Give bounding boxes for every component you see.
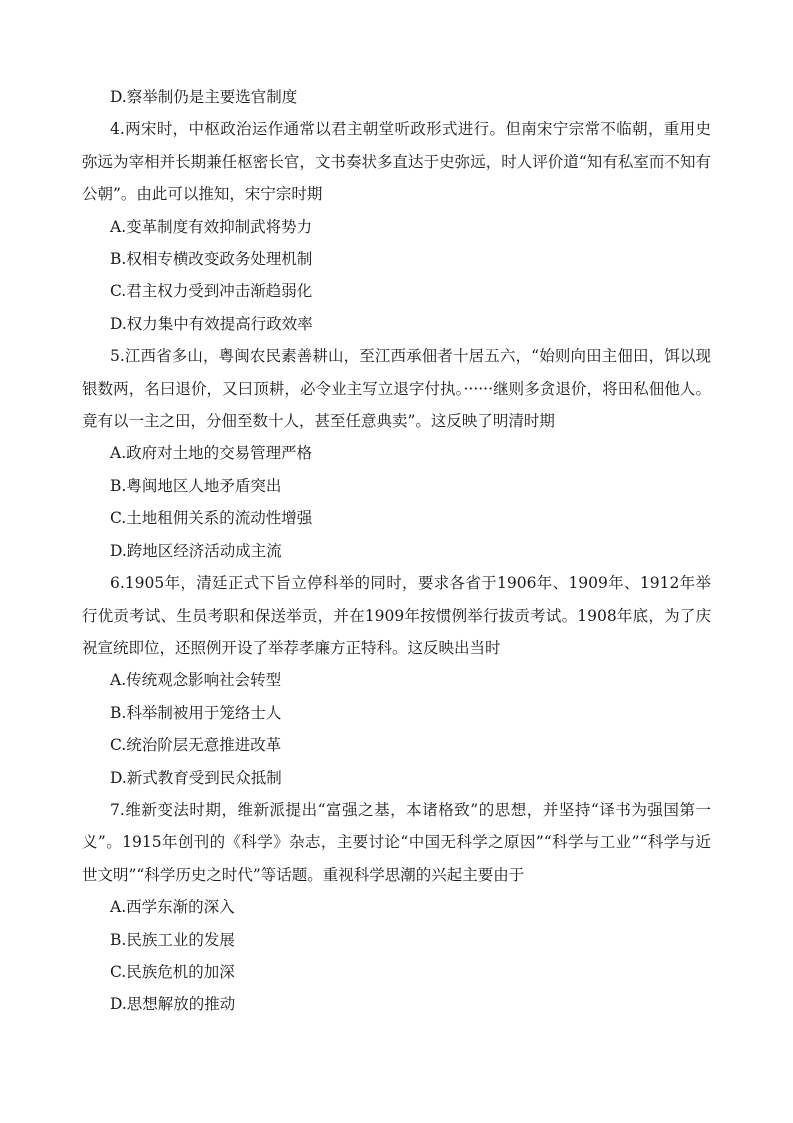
question-5-option-d: D.跨地区经济活动成主流 xyxy=(110,541,282,560)
question-5 xyxy=(82,340,711,567)
question-5-stem: 5.江西省多山，粤闽农民素善耕山，至江西承佃者十居五六，“始则向田主佃田，饵以现银数两，名曰退价，又曰顶耕，必令业主写立退字付执。······继则多贪退价，将田私佃他人。竟有以一主之田，分佃至数十人，甚至任意典卖”。这反映了明清时期 xyxy=(82,347,711,431)
question-6-option-d: D.新式教育受到民众抵制 xyxy=(110,768,282,787)
question-4-option-a: A.变革制度有效抑制武将势力 xyxy=(110,217,313,236)
question-7-option-d: D.思想解放的推动 xyxy=(110,995,236,1014)
question-5-option-a: A.政府对土地的交易管理严格 xyxy=(110,444,313,463)
question-6-option-a: A.传统观念影响社会转型 xyxy=(110,671,282,690)
question-7-stem: 7.维新变法时期，维新派提出“富强之基，本诸格致”的思想，并坚持“译书为强国第一义”。1915年创刊的《科学》杂志，主要讨论“中国无科学之原因”“科学与工业”“科学与近世文明”“科学历史之时代”等话题。重视科学思潮的兴起主要由于 xyxy=(82,800,711,884)
question-5-option-b: B.粤闽地区人地矛盾突出 xyxy=(110,476,282,495)
question-6 xyxy=(82,567,711,794)
question-4-option-b: B.权相专横改变政务处理机制 xyxy=(110,250,313,269)
question-6-option-c: C.统治阶层无意推进改革 xyxy=(110,736,282,755)
question-6-option-b: B.科举制被用于笼络士人 xyxy=(110,703,282,722)
question-7-option-c: C.民族危机的加深 xyxy=(110,962,235,981)
question-4 xyxy=(82,113,711,340)
question-7 xyxy=(82,794,711,1021)
question-4-option-d: D.权力集中有效提高行政效率 xyxy=(110,314,313,333)
question-7-option-a: A.西学东渐的深入 xyxy=(110,898,235,917)
question-4-option-c: C.君主权力受到冲击渐趋弱化 xyxy=(110,282,313,301)
question-5-option-c: C.土地租佣关系的流动性增强 xyxy=(110,509,313,528)
question-4-stem: 4.两宋时，中枢政治运作通常以君主朝堂听政形式进行。但南宋宁宗常不临朝，重用史弥远为宰相并长期兼任枢密长官，文书奏状多直达于史弥远，时人评价道“知有私室而不知有公朝”。由此可以推知，宋宁宗时期 xyxy=(82,120,711,204)
option-prev-d: D.察举制仍是主要选官制度 xyxy=(110,88,298,106)
question-7-option-b: B.民族工业的发展 xyxy=(110,930,235,949)
question-6-stem: 6.1905年，清廷正式下旨立停科举的同时，要求各省于1906年、1909年、1912年举行优贡考试、生员考职和保送举贡，并在1909年按惯例举行拔贡考试。1908年底，为了庆祝宣统即位，还照例开设了举荐孝廉方正特科。这反映出当时 xyxy=(82,574,711,657)
